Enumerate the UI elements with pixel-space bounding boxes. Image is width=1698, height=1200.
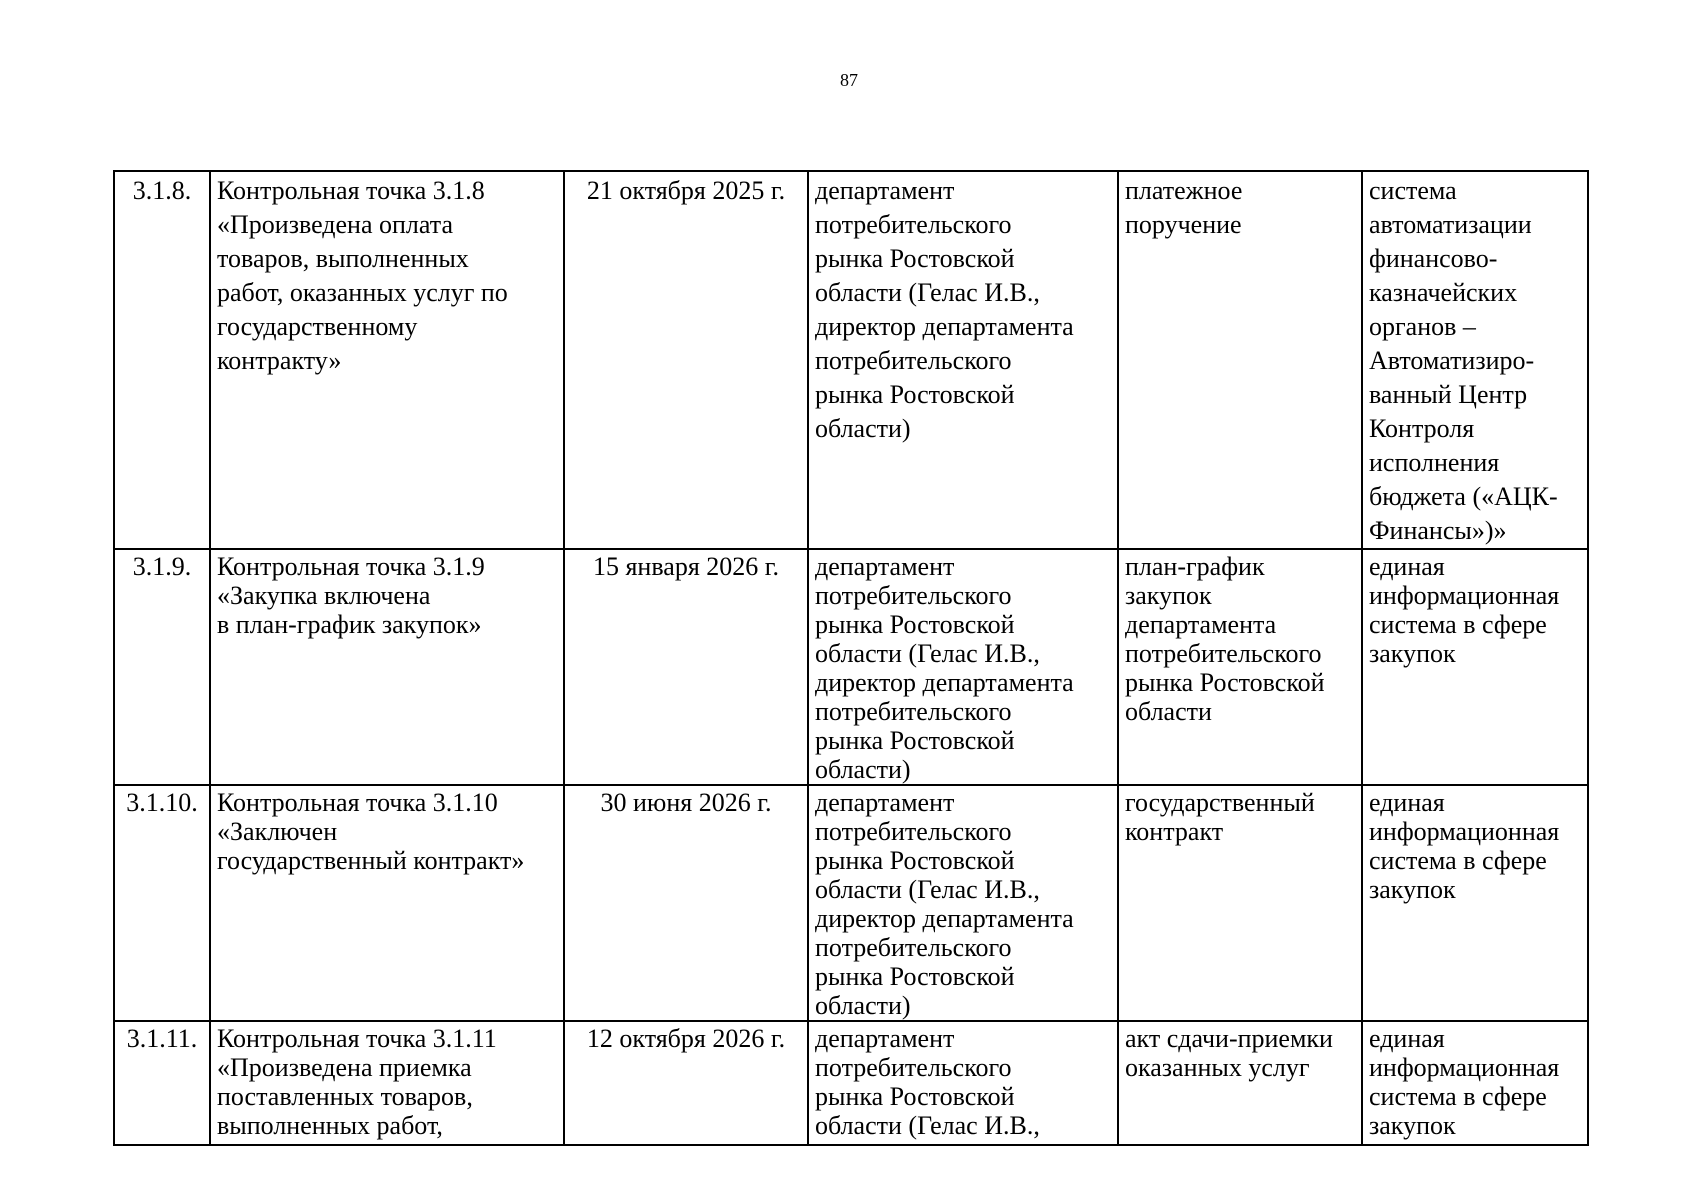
cell-text-line: контракту» <box>217 346 342 375</box>
cell-text-line: контракт <box>1125 817 1224 846</box>
control-point-name-cell <box>210 171 564 549</box>
cell-text-line: исполнения <box>1369 448 1500 477</box>
cell-text-line: рынка Ростовской <box>815 244 1015 273</box>
information-system-cell <box>1362 549 1588 785</box>
cell-text-line: закупок <box>1369 875 1456 904</box>
control-point-name-cell <box>210 549 564 785</box>
cell-text-line: государственный контракт» <box>217 846 525 875</box>
cell-text-line: «Произведена приемка <box>217 1053 472 1082</box>
cell-text-line: Контрольная точка 3.1.10 <box>217 788 498 817</box>
cell-text-line: система в сфере <box>1369 846 1547 875</box>
deadline-date-cell: 15 января 2026 г. <box>564 549 808 785</box>
row-number-cell: 3.1.11. <box>114 1021 210 1145</box>
cell-text-line: потребительского <box>815 697 1012 726</box>
cell-text-line: рынка Ростовской <box>815 380 1015 409</box>
cell-text-line: директор департамента <box>815 668 1074 697</box>
cell-text-line: области (Гелас И.В., <box>815 1111 1040 1140</box>
control-point-name-cell <box>210 785 564 1021</box>
cell-text-line: рынка Ростовской <box>815 962 1015 991</box>
cell-text-line: платежное <box>1125 176 1243 205</box>
cell-text-line: информационная <box>1369 581 1560 610</box>
control-points-table <box>113 170 1589 1146</box>
cell-text-line: план-график <box>1125 552 1265 581</box>
cell-text-line: «Произведена оплата <box>217 210 453 239</box>
cell-text-line: департамент <box>815 788 955 817</box>
cell-text-line: государственный <box>1125 788 1315 817</box>
cell-text-line: рынка Ростовской <box>815 1082 1015 1111</box>
cell-text-line: оказанных услуг <box>1125 1053 1310 1082</box>
cell-text-line: в план-график закупок» <box>217 610 482 639</box>
cell-text-line: поставленных товаров, <box>217 1082 473 1111</box>
cell-text-line: потребительского <box>815 581 1012 610</box>
responsible-cell <box>808 1021 1118 1145</box>
deadline-date-cell: 21 октября 2025 г. <box>564 171 808 549</box>
information-system-cell <box>1362 785 1588 1021</box>
cell-text-line: информационная <box>1369 1053 1560 1082</box>
table-row <box>114 171 1588 549</box>
cell-text-line: потребительского <box>815 1053 1012 1082</box>
cell-text-line: органов – <box>1369 312 1476 341</box>
cell-text-line: департамента <box>1125 610 1277 639</box>
cell-text-line: рынка Ростовской <box>815 846 1015 875</box>
cell-text-line: области (Гелас И.В., <box>815 278 1040 307</box>
cell-text-line: «Закупка включена <box>217 581 431 610</box>
responsible-cell <box>808 171 1118 549</box>
table-row <box>114 1021 1588 1145</box>
cell-text-line: ванный Центр <box>1369 380 1528 409</box>
cell-text-line: департамент <box>815 1024 955 1053</box>
cell-text-line: система <box>1369 176 1457 205</box>
cell-text-line: Контрольная точка 3.1.9 <box>217 552 485 581</box>
table-row <box>114 549 1588 785</box>
cell-text-line: Финансы»)» <box>1369 516 1507 545</box>
cell-text-line: потребительского <box>1125 639 1322 668</box>
cell-text-line: департамент <box>815 552 955 581</box>
cell-text-line: информационная <box>1369 817 1560 846</box>
cell-text-line: Контроля <box>1369 414 1475 443</box>
cell-text-line: система в сфере <box>1369 610 1547 639</box>
information-system-cell <box>1362 1021 1588 1145</box>
cell-text-line: работ, оказанных услуг по <box>217 278 508 307</box>
cell-text-line: Контрольная точка 3.1.8 <box>217 176 485 205</box>
cell-text-line: выполненных работ, <box>217 1111 443 1140</box>
cell-text-line: директор департамента <box>815 904 1074 933</box>
cell-text-line: потребительского <box>815 346 1012 375</box>
cell-text-line: директор департамента <box>815 312 1074 341</box>
cell-text-line: государственному <box>217 312 418 341</box>
table-row <box>114 785 1588 1021</box>
cell-text-line: единая <box>1369 552 1445 581</box>
cell-text-line: области (Гелас И.В., <box>815 875 1040 904</box>
cell-text-line: единая <box>1369 788 1445 817</box>
cell-text-line: департамент <box>815 176 955 205</box>
cell-text-line: поручение <box>1125 210 1242 239</box>
document-type-cell <box>1118 549 1362 785</box>
cell-text-line: финансово- <box>1369 244 1498 273</box>
cell-text-line: товаров, выполненных <box>217 244 469 273</box>
deadline-date-cell: 12 октября 2026 г. <box>564 1021 808 1145</box>
cell-text-line: казначейских <box>1369 278 1518 307</box>
cell-text-line: области) <box>815 755 911 784</box>
cell-text-line: закупок <box>1369 1111 1456 1140</box>
responsible-cell <box>808 549 1118 785</box>
document-type-cell <box>1118 785 1362 1021</box>
control-point-name-cell <box>210 1021 564 1145</box>
cell-text-line: «Заключен <box>217 817 338 846</box>
cell-text-line: система в сфере <box>1369 1082 1547 1111</box>
cell-text-line: Автоматизиро- <box>1369 346 1535 375</box>
cell-text-line: акт сдачи-приемки <box>1125 1024 1333 1053</box>
cell-text-line: рынка Ростовской <box>815 726 1015 755</box>
cell-text-line: автоматизации <box>1369 210 1532 239</box>
row-number-cell: 3.1.9. <box>114 549 210 785</box>
cell-text-line: закупок <box>1369 639 1456 668</box>
document-type-cell <box>1118 1021 1362 1145</box>
row-number-cell: 3.1.10. <box>114 785 210 1021</box>
cell-text-line: области <box>1125 697 1212 726</box>
row-number-cell: 3.1.8. <box>114 171 210 549</box>
cell-text-line: бюджета («АЦК- <box>1369 482 1558 511</box>
cell-text-line: рынка Ростовской <box>1125 668 1325 697</box>
cell-text-line: потребительского <box>815 933 1012 962</box>
cell-text-line: закупок <box>1125 581 1212 610</box>
cell-text-line: области) <box>815 414 911 443</box>
cell-text-line: рынка Ростовской <box>815 610 1015 639</box>
cell-text-line: области) <box>815 991 911 1020</box>
cell-text-line: области (Гелас И.В., <box>815 639 1040 668</box>
information-system-cell <box>1362 171 1588 549</box>
cell-text-line: потребительского <box>815 210 1012 239</box>
cell-text-line: единая <box>1369 1024 1445 1053</box>
document-type-cell <box>1118 171 1362 549</box>
cell-text-line: потребительского <box>815 817 1012 846</box>
page-number: 87 <box>840 70 858 90</box>
deadline-date-cell: 30 июня 2026 г. <box>564 785 808 1021</box>
cell-text-line: Контрольная точка 3.1.11 <box>217 1024 497 1053</box>
responsible-cell <box>808 785 1118 1021</box>
